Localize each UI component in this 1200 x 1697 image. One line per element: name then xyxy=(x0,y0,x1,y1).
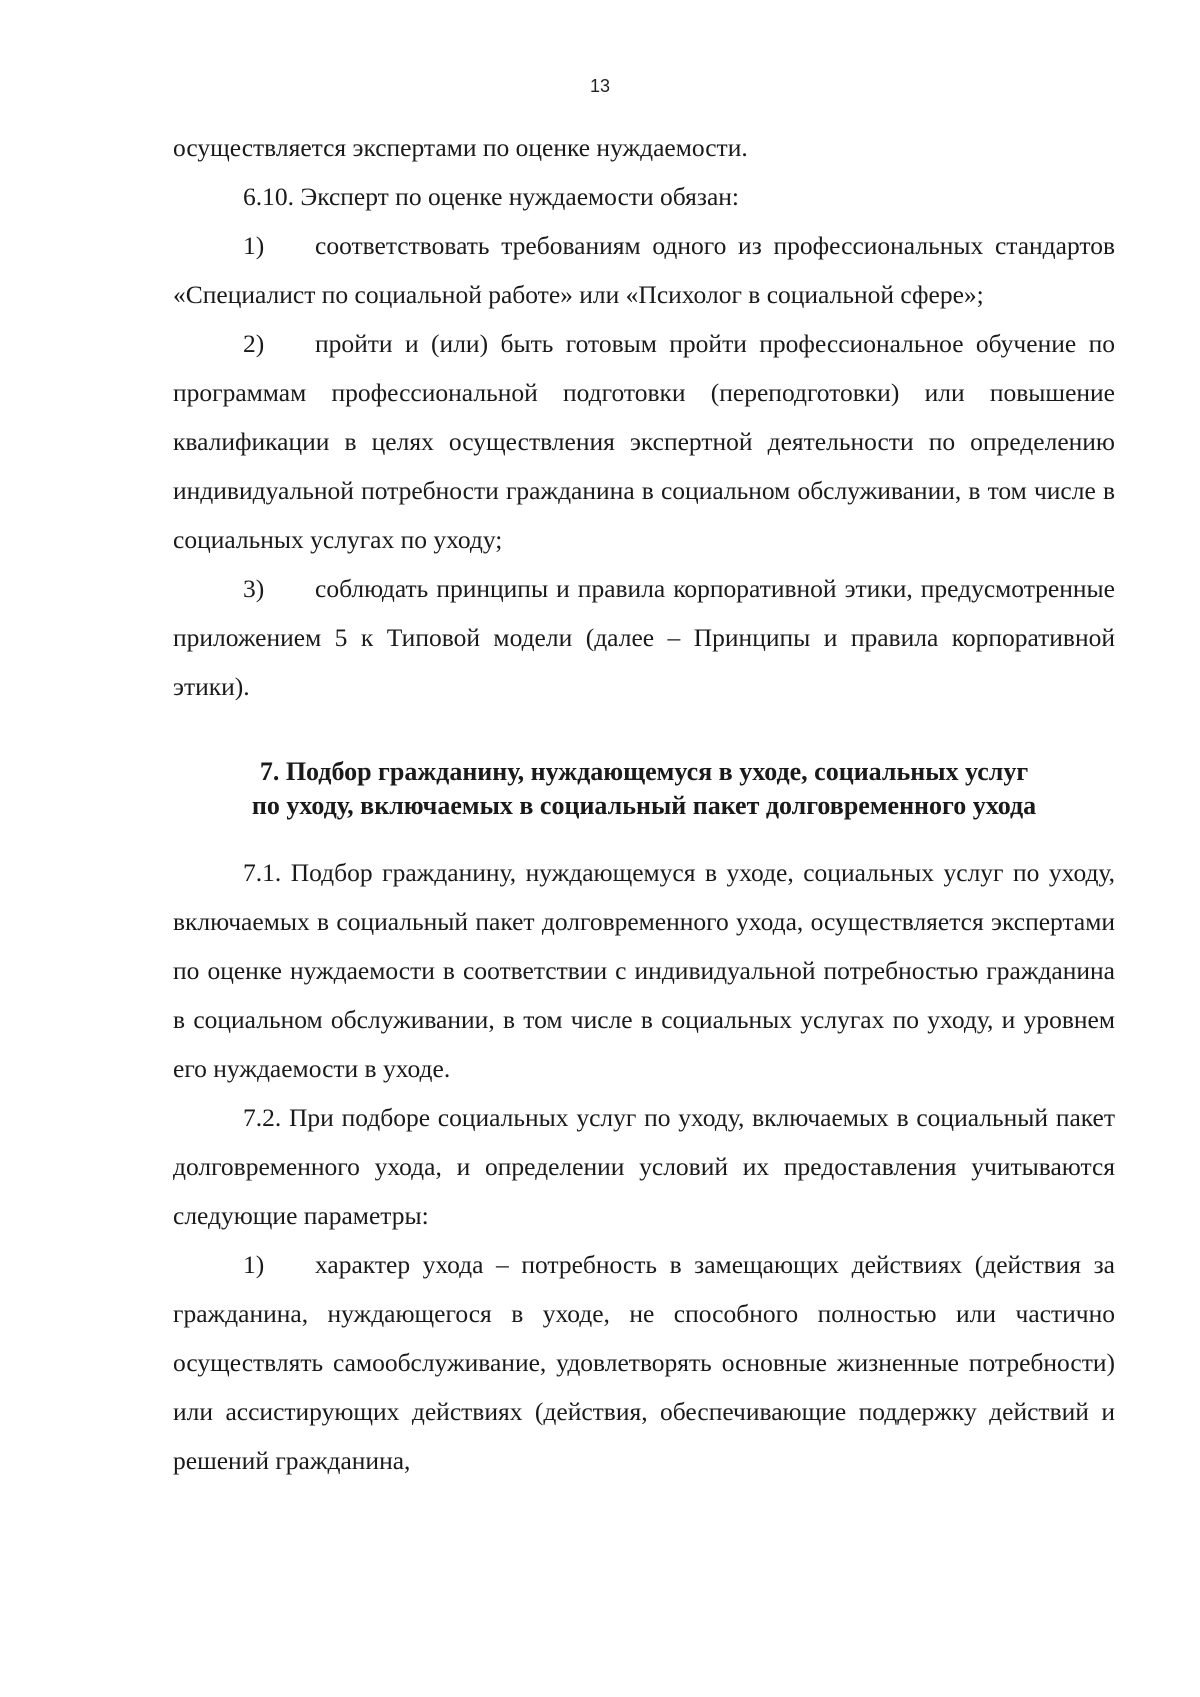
list-item-6-10-2 xyxy=(173,319,1115,564)
paragraph-intro: осуществляется экспертами по оценке нуждаемости. xyxy=(173,133,748,162)
paragraph-7-1: 7.1. Подбор гражданину, нуждающемуся в уходе, социальных услуг по уходу, включаемых в социальный пакет долговременного ухода, осуществляется экспертами по оценке нуждаемости в соответствии с индивидуальной потребностью гражданина в социальном обслуживании, в том числе в социальных услугах по уходу, и уровнем его нуждаемости в уходе. xyxy=(173,858,1115,1083)
page-number: 13 xyxy=(589,76,611,96)
list-item-number: 1) xyxy=(243,231,265,260)
list-item-number: 1) xyxy=(243,1250,265,1279)
list-item-6-10-3 xyxy=(173,564,1115,711)
list-item-text: соответствовать требованиям одного из профессиональных стандартов «Специалист по социальной работе» или «Психолог в социальной сфере»; xyxy=(173,231,1115,309)
spacer xyxy=(173,711,1115,755)
list-item-7-2-1 xyxy=(173,1240,1115,1485)
list-item-text: характер ухода – потребность в замещающих действиях (действия за гражданина, нуждающегося в уходе, не способного полностью или частично осуществлять самообслуживание, удовлетворять основные жизненные потребности) или ассистирующих действиях (действия, обеспечивающие поддержку действий и решений гражданина, xyxy=(173,1250,1115,1475)
list-item-text: соблюдать принципы и правила корпоративной этики, предусмотренные приложением 5 к Типовой модели (далее – Принципы и правила корпоративной этики). xyxy=(173,574,1115,701)
paragraph-7-2: 7.2. При подборе социальных услуг по уходу, включаемых в социальный пакет долговременного ухода, и определении условий их предоставления учитываются следующие параметры: xyxy=(173,1103,1115,1230)
heading-line-1: 7. Подбор гражданину, нуждающемуся в уходе, социальных услуг xyxy=(259,757,1029,786)
list-item-number: 3) xyxy=(243,574,265,603)
spacer xyxy=(173,823,1115,848)
list-item-number: 2) xyxy=(243,329,265,358)
list-item-text: пройти и (или) быть готовым пройти профессиональное обучение по программам профессиональной подготовки (переподготовки) или повышение квалификации в целях осуществления экспертной деятельности по определению индивидуальной потребности гражданина в социальном обслуживании, в том числе в социальных услугах по уходу; xyxy=(173,329,1115,554)
heading-line-2: по уходу, включаемых в социальный пакет долговременного ухода xyxy=(251,791,1037,820)
section-heading-7 xyxy=(173,755,1115,823)
list-item-6-10-1 xyxy=(173,221,1115,319)
document-body xyxy=(173,123,1115,1485)
paragraph-6-10: 6.10. Эксперт по оценке нуждаемости обязан: xyxy=(243,182,739,211)
